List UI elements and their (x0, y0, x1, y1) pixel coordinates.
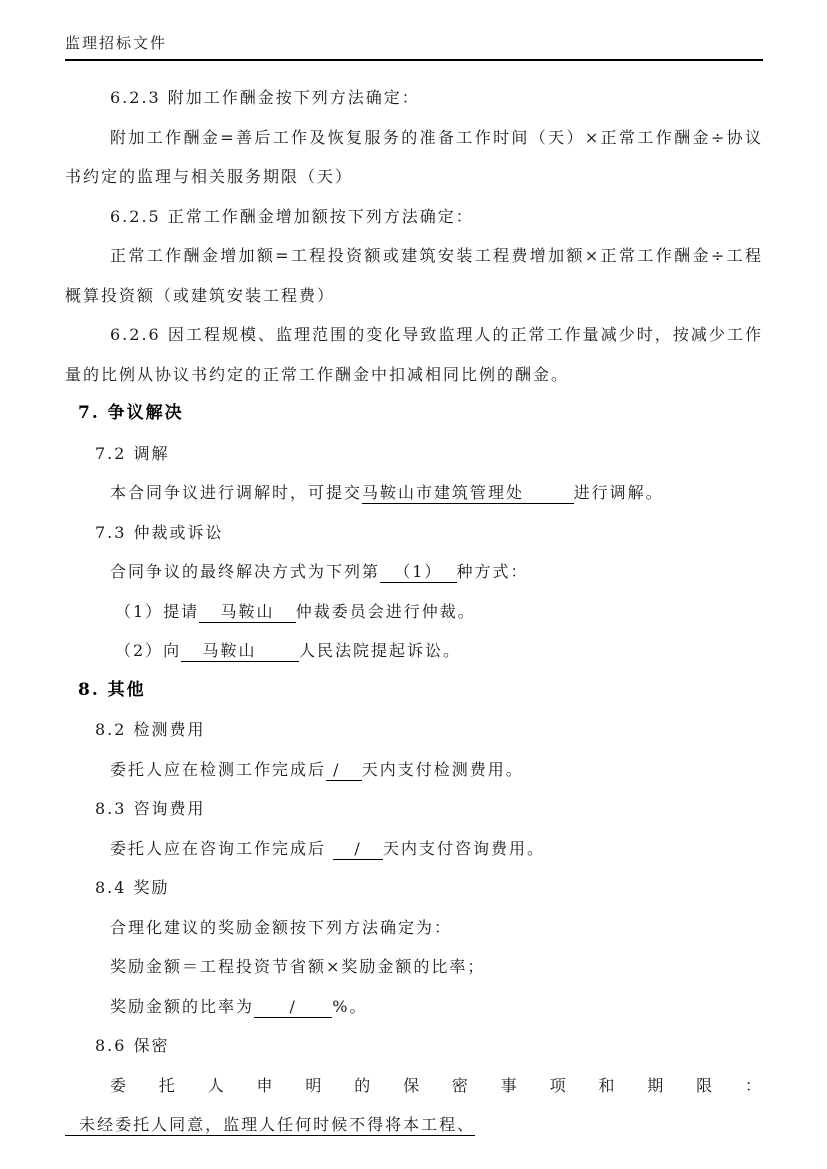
paragraph (65, 197, 763, 237)
text-segment: 进行调解。 (573, 483, 664, 502)
subsection-heading (65, 434, 763, 474)
filled-blank-underline: / (333, 838, 383, 858)
text-segment: 8.2 检测费用 (95, 720, 206, 739)
text-segment: 奖励金额＝工程投资节省额×奖励金额的比率； (110, 957, 486, 976)
paragraph (65, 592, 763, 632)
filled-blank-underline: / (326, 759, 362, 779)
paragraph (65, 631, 763, 671)
text-segment: 6.2.6 因工程规模、监理范围的变化导致监理人的正常工作量减少时，按减少工作量的比例从协议书约定的正常工作酬金中扣减相同比例的酬金。 (65, 325, 763, 384)
text-segment: %。 (332, 996, 368, 1016)
text-segment: 7.2 调解 (95, 443, 170, 463)
text-segment: 种方式： (456, 562, 529, 581)
filled-blank-underline: （1） (380, 562, 457, 581)
filled-blank-underline: 马鞍山 (181, 641, 299, 660)
text-segment: 6.2.5 正常工作酬金增加额按下列方法确定： (110, 206, 474, 226)
text-segment: （1）提请 (115, 601, 200, 621)
paragraph (65, 947, 763, 987)
text-segment: 人民法院提起诉讼。 (298, 641, 461, 660)
text-segment: （2）向 (115, 641, 182, 660)
paragraph (65, 315, 763, 394)
text-segment: 本合同争议进行调解时，可提交 (110, 483, 363, 502)
paragraph (65, 750, 763, 790)
section-heading (65, 394, 763, 434)
text-segment: 附加工作酬金=善后工作及恢复服务的准备工作时间（天）×正常工作酬金÷协议书约定的监理与相关服务期限（天） (65, 127, 763, 186)
paragraph (65, 987, 763, 1027)
text-segment: 8. 其他 (78, 679, 146, 700)
text-segment: 8.4 奖励 (95, 878, 170, 897)
text-segment: 7.3 仲裁或诉讼 (95, 522, 224, 542)
document-body (65, 78, 763, 1145)
text-segment: 合理化建议的奖励金额按下列方法确定为： (110, 917, 453, 937)
text-segment: 7. 争议解决 (78, 403, 184, 423)
text-segment: 合同争议的最终解决方式为下列第 (110, 562, 381, 581)
filled-blank-underline: 未经委托人同意，监理人任何时候不得将本工程、 (65, 1115, 476, 1134)
text-segment: 8.3 咨询费用 (95, 799, 206, 818)
paragraph (65, 473, 763, 513)
text-segment: 委托人应在咨询工作完成后 (110, 838, 334, 858)
text-segment: 仲裁委员会进行仲裁。 (295, 601, 476, 621)
filled-blank-underline: 马鞍山 (199, 601, 296, 621)
text-segment: 天内支付咨询费用。 (383, 838, 546, 858)
subsection-heading (65, 1026, 763, 1066)
paragraph (65, 78, 763, 118)
filled-blank-underline: 马鞍山市建筑管理处 (362, 483, 574, 502)
text-segment: 正常工作酬金增加额=工程投资额或建筑安装工程费增加额×正常工作酬金÷工程概算投资额（或建筑安装工程费） (65, 246, 763, 305)
paragraph (65, 908, 763, 948)
subsection-heading (65, 789, 763, 829)
subsection-heading (65, 868, 763, 908)
subsection-heading (65, 513, 763, 553)
section-heading (65, 671, 763, 711)
page-header-title: 监理招标文件 (65, 34, 168, 52)
text-segment: 奖励金额的比率为 (110, 996, 255, 1016)
text-segment: 6.2.3 附加工作酬金按下列方法确定： (110, 88, 420, 107)
subsection-heading (65, 710, 763, 750)
paragraph (65, 552, 763, 592)
text-segment: 天内支付检测费用。 (361, 759, 524, 779)
paragraph (65, 118, 763, 197)
filled-blank-underline: / (254, 996, 333, 1016)
paragraph (65, 236, 763, 315)
text-segment: 8.6 保密 (95, 1036, 170, 1055)
text-segment: 委托人申明的保密事项和期限： (110, 1075, 763, 1095)
paragraph (65, 1066, 763, 1145)
paragraph (65, 829, 763, 869)
text-segment: 委托人应在检测工作完成后 (110, 759, 327, 779)
page-header (65, 32, 763, 61)
